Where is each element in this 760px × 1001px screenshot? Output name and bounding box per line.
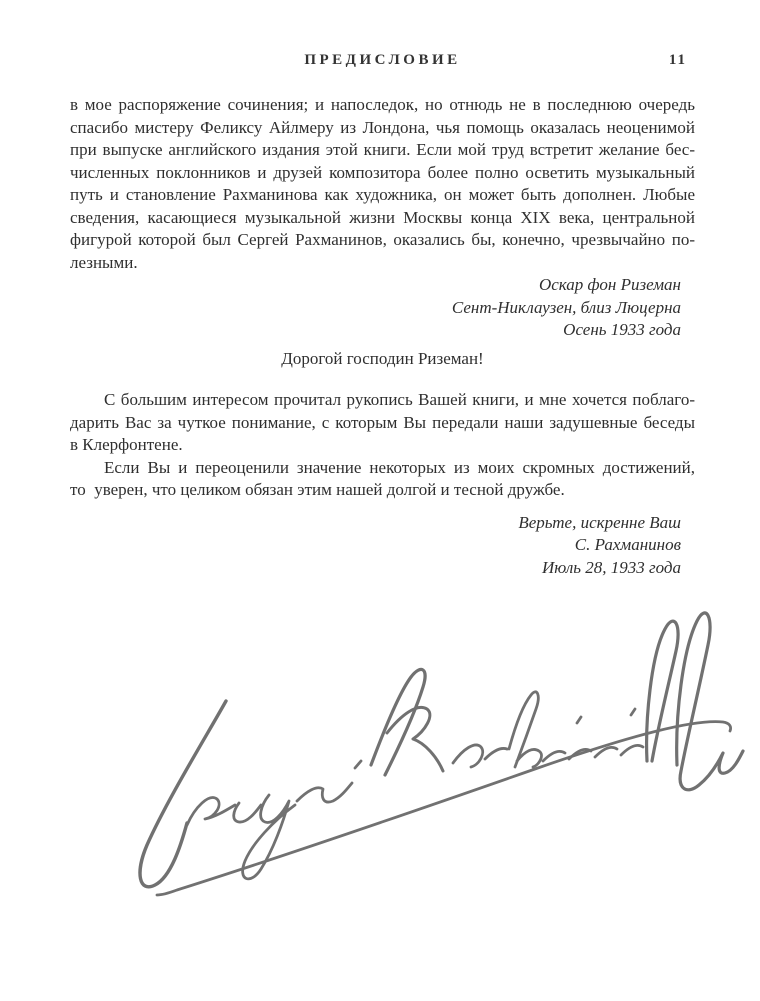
- paragraph-letter-1: [70, 389, 695, 457]
- closing-name: С. Рахманинов: [574, 535, 681, 554]
- chapter-title: ПРЕДИСЛОВИЕ: [304, 52, 461, 68]
- text-line: в Клерфонтене.: [70, 435, 183, 454]
- text-line: лезными.: [70, 252, 138, 272]
- author-attribution-block: [70, 274, 695, 342]
- paragraph-letter-2: [70, 457, 695, 502]
- text-line: спасибо мистеру Феликсу Айлмеру из Лондона, чья помощь оказалась неоценимой: [70, 117, 695, 137]
- text-line: в мое распоряжение сочинения; и напоследок, но отнюдь не в последнюю очередь: [70, 95, 695, 114]
- attribution-place: Сент-Никлаузен, близ Люцерна: [451, 297, 681, 317]
- closing-date: Июль 28, 1933 года: [542, 557, 681, 577]
- text-line: С большим интересом прочитал рукопись Вашей книги, и мне хочется поблаго-: [104, 390, 695, 409]
- letter-salutation: Дорогой господин Риземан!: [281, 348, 484, 368]
- attribution-name: Оскар фон Риземан: [538, 275, 681, 294]
- running-header: [70, 52, 695, 70]
- page-number: 11: [668, 52, 687, 68]
- text-line: путь и становление Рахманинова как художника, он может быть дополнен. Любые: [70, 185, 695, 204]
- paragraph-acknowledgements: [70, 94, 695, 274]
- text-line: при выпуске английского издания этой книги. Если мой труд встретит желание бес-: [70, 140, 695, 159]
- attribution-date: Осень 1933 года: [563, 320, 681, 339]
- handwritten-signature: [95, 605, 745, 925]
- text-line: численных поклонников и друзей композитора более полно осветить музыкальный: [70, 162, 695, 182]
- text-line: то уверен, что целиком обязан этим нашей долгой и тесной дружбе.: [70, 480, 565, 499]
- text-line: дарить Вас за чуткое понимание, с которым Вы передали наши задушевные беседы: [70, 412, 695, 432]
- letter-closing-block: [70, 512, 695, 580]
- text-line: фигурой которой был Сергей Рахманинов, оказались бы, конечно, чрезвычайно по-: [70, 230, 695, 249]
- text-line: Если Вы и переоценили значение некоторых из моих скромных достижений,: [104, 457, 695, 477]
- text-line: сведения, касающиеся музыкальной жизни Москвы конца XIX века, центральной: [70, 207, 695, 227]
- signature-image: [95, 605, 745, 925]
- closing-valediction: Верьте, искренне Ваш: [518, 512, 681, 532]
